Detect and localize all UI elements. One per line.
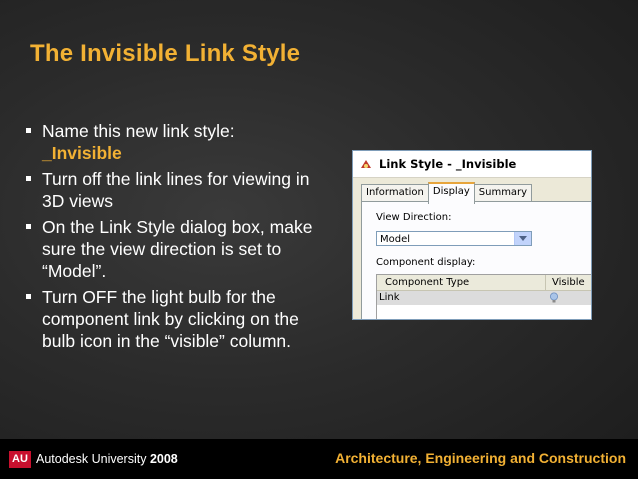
- style-name-highlight: _Invisible: [42, 143, 122, 163]
- column-header-component-type[interactable]: Component Type: [377, 275, 546, 290]
- column-header-visible[interactable]: Visible: [552, 277, 585, 288]
- link-style-dialog: [352, 150, 592, 320]
- view-direction-label: View Direction:: [376, 212, 452, 223]
- bullet-marker: [26, 294, 31, 299]
- bullet-text: On the Link Style dialog box, make sure the view direction is set to “Model”.: [42, 217, 313, 281]
- bullet-marker: [26, 224, 31, 229]
- lightbulb-icon[interactable]: [549, 292, 559, 304]
- au-logo: AU: [9, 451, 31, 468]
- component-type-cell: Link: [379, 292, 400, 303]
- dialog-title: Link Style - _Invisible: [379, 157, 517, 171]
- display-panel: [361, 201, 592, 320]
- component-display-label: Component display:: [376, 257, 476, 268]
- tab-information[interactable]: Information: [361, 184, 429, 202]
- bullet-item: [26, 168, 316, 212]
- tab-display[interactable]: Display: [428, 182, 475, 204]
- bullet-item: [26, 120, 316, 164]
- table-header: [377, 275, 592, 291]
- division-label: Architecture, Engineering and Construction: [335, 450, 626, 466]
- bullet-list: [26, 120, 316, 356]
- bullet-marker: [26, 176, 31, 181]
- visible-cell[interactable]: [545, 291, 559, 305]
- view-direction-select[interactable]: [376, 231, 532, 246]
- bullet-text: Turn off the link lines for viewing in 3D views: [42, 169, 310, 211]
- tab-summary[interactable]: Summary: [474, 184, 532, 202]
- view-direction-value: Model: [380, 234, 411, 245]
- brand-year: 2008: [149, 452, 178, 466]
- bullet-item: [26, 216, 316, 282]
- bullet-text: Name this new link style:: [42, 121, 235, 141]
- table-row[interactable]: [377, 291, 592, 305]
- chevron-down-icon[interactable]: [514, 232, 531, 245]
- link-style-icon: [359, 157, 373, 171]
- slide-title: The Invisible Link Style: [30, 40, 301, 67]
- brand-prefix: Autodesk University: [36, 452, 147, 466]
- component-table: [376, 274, 592, 320]
- bullet-marker: [26, 128, 31, 133]
- brand-text: [36, 452, 178, 466]
- bullet-item: [26, 286, 316, 352]
- dialog-titlebar: [353, 151, 591, 178]
- bullet-text: Turn OFF the light bulb for the component link by clicking on the bulb icon in the “visible” column.: [42, 287, 299, 351]
